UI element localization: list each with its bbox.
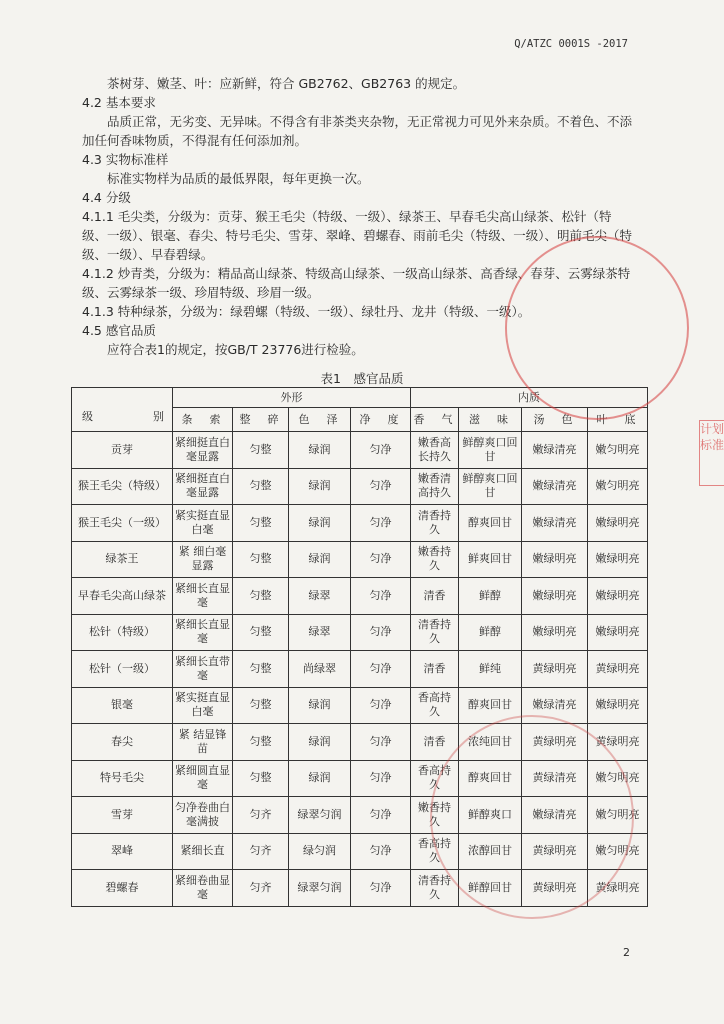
column-header: 整 碎 (233, 408, 289, 432)
table-row (72, 870, 648, 907)
table-cell: 黄绿明亮 (522, 833, 588, 870)
column-header: 色 泽 (289, 408, 351, 432)
body-text (82, 74, 632, 359)
table-row (72, 760, 648, 797)
table-cell: 匀整 (233, 432, 289, 469)
table-cell: 匀净 (351, 870, 411, 907)
table-cell: 绿翠 (289, 614, 351, 651)
table-cell: 浓醇回甘 (459, 833, 522, 870)
table-cell: 紧细挺直白毫显露 (173, 432, 233, 469)
table-cell: 紧细卷曲显毫 (173, 870, 233, 907)
table-cell: 清香 (411, 724, 459, 761)
table-cell: 紧细长直显毫 (173, 578, 233, 615)
table-cell: 嫩匀明亮 (588, 432, 648, 469)
table-cell: 匀整 (233, 760, 289, 797)
paragraph-raw-material: 茶树芽、嫩茎、叶：应新鲜，符合 GB2762、GB2763 的规定。 (107, 76, 466, 91)
column-header: 汤 色 (522, 408, 588, 432)
table-cell: 紧细长直显毫 (173, 614, 233, 651)
table-cell: 匀净 (351, 833, 411, 870)
table-cell: 清香 (411, 578, 459, 615)
table-cell: 匀整 (233, 687, 289, 724)
table-cell: 嫩绿明亮 (588, 578, 648, 615)
table-cell: 绿润 (289, 468, 351, 505)
table-cell: 黄绿明亮 (522, 724, 588, 761)
grade-cell: 银毫 (72, 687, 173, 724)
table-cell: 匀齐 (233, 797, 289, 834)
edge-seal: 计划 标准 (699, 420, 724, 486)
grade-cell: 翠峰 (72, 833, 173, 870)
grade-cell: 雪芽 (72, 797, 173, 834)
table-cell: 嫩绿清亮 (522, 797, 588, 834)
table-cell: 香高持久 (411, 760, 459, 797)
paragraph-sensory-ref: 应符合表1的规定，按GB/T 23776进行检验。 (107, 342, 364, 357)
table-cell: 匀整 (233, 505, 289, 542)
table-cell: 醇爽回甘 (459, 687, 522, 724)
grade-cell: 绿茶王 (72, 541, 173, 578)
table-cell: 鲜醇爽口回甘 (459, 432, 522, 469)
table-cell: 嫩香持久 (411, 797, 459, 834)
page-number: 2 (623, 946, 630, 959)
table-cell: 匀整 (233, 578, 289, 615)
table-cell: 黄绿明亮 (522, 651, 588, 688)
table-cell: 嫩绿明亮 (588, 541, 648, 578)
grade-header-char-2: 别 (153, 410, 164, 423)
table-cell: 匀整 (233, 468, 289, 505)
table-cell: 匀整 (233, 614, 289, 651)
table-cell: 黄绿明亮 (588, 651, 648, 688)
table-row (72, 651, 648, 688)
group-header-appearance: 外形 (173, 388, 411, 408)
table-cell: 匀净 (351, 578, 411, 615)
table-title: 表1 感官品质 (320, 371, 404, 386)
table-cell: 紧细圆直显毫 (173, 760, 233, 797)
table-cell: 嫩绿明亮 (588, 505, 648, 542)
table-cell: 清香持久 (411, 614, 459, 651)
table-cell: 匀净 (351, 760, 411, 797)
column-header: 条 索 (173, 408, 233, 432)
grade-cell: 特号毛尖 (72, 760, 173, 797)
table-cell: 绿润 (289, 505, 351, 542)
table-cell: 匀净 (351, 432, 411, 469)
paragraph-basic-requirements: 品质正常，无劣变、无异味。不得含有非茶类夹杂物，无正常视力可见外来杂质。不着色、不添加任何香味物质，不得混有任何添加剂。 (82, 114, 633, 148)
table-cell: 匀净 (351, 541, 411, 578)
grade-header (72, 388, 173, 432)
table-cell: 匀净 (351, 724, 411, 761)
table-cell: 匀净 (351, 651, 411, 688)
table-cell: 鲜醇爽口回甘 (459, 468, 522, 505)
table-cell: 鲜爽回甘 (459, 541, 522, 578)
grade-cell: 春尖 (72, 724, 173, 761)
table-cell: 清香 (411, 651, 459, 688)
table-cell: 鲜醇 (459, 578, 522, 615)
table-cell: 鲜纯 (459, 651, 522, 688)
table-cell: 黄绿清亮 (522, 760, 588, 797)
table-cell: 绿润 (289, 724, 351, 761)
column-header: 净 度 (351, 408, 411, 432)
grade-cell: 碧螺春 (72, 870, 173, 907)
table-cell: 嫩绿清亮 (522, 505, 588, 542)
table-cell: 紧实挺直显白毫 (173, 505, 233, 542)
table-cell: 嫩香高长持久 (411, 432, 459, 469)
table-row (72, 724, 648, 761)
grade-cell: 早春毛尖高山绿茶 (72, 578, 173, 615)
table-cell: 香高持久 (411, 833, 459, 870)
table-cell: 鲜醇爽口 (459, 797, 522, 834)
table-cell: 黄绿明亮 (588, 724, 648, 761)
table-row (72, 505, 648, 542)
table-cell: 浓纯回甘 (459, 724, 522, 761)
table-cell: 嫩匀明亮 (588, 797, 648, 834)
paragraph-4-1-1: 4.1.1 毛尖类，分级为：贡芽、猴王毛尖（特级、一级）、绿茶王、早春毛尖高山绿茶、松针（特级、一级）、银毫、春尖、特号毛尖、雪芽、翠峰、碧螺春、雨前毛尖（特级、一级）、明前毛尖（特级、一级）、早春碧绿。 (82, 209, 633, 262)
grade-header-char-1: 级 (82, 410, 93, 423)
table-cell: 紧细长直带毫 (173, 651, 233, 688)
table-cell: 绿润 (289, 541, 351, 578)
table-cell: 匀净 (351, 468, 411, 505)
column-header: 滋 味 (459, 408, 522, 432)
table-cell: 匀净 (351, 687, 411, 724)
table-row (72, 541, 648, 578)
table-cell: 紧 细白毫显露 (173, 541, 233, 578)
table-cell: 绿润 (289, 760, 351, 797)
table-cell: 嫩绿清亮 (522, 432, 588, 469)
table-cell: 醇爽回甘 (459, 760, 522, 797)
table-cell: 匀整 (233, 651, 289, 688)
table-cell: 绿润 (289, 687, 351, 724)
table-cell: 清香持久 (411, 505, 459, 542)
table-row (72, 468, 648, 505)
table-row (72, 432, 648, 469)
table-cell: 紧实挺直显白毫 (173, 687, 233, 724)
table-cell: 嫩匀明亮 (588, 833, 648, 870)
table-cell: 嫩绿明亮 (522, 578, 588, 615)
heading-4-3: 4.3 实物标准样 (82, 152, 169, 167)
standard-code: Q/ATZC 0001S -2017 (514, 38, 628, 50)
table-cell: 绿翠匀润 (289, 797, 351, 834)
table-row (72, 833, 648, 870)
table-cell: 嫩匀明亮 (588, 760, 648, 797)
table-cell: 清香持久 (411, 870, 459, 907)
sensory-quality-table (71, 387, 648, 907)
table-cell: 匀齐 (233, 833, 289, 870)
column-header: 香 气 (411, 408, 459, 432)
table-cell: 嫩匀明亮 (588, 468, 648, 505)
table-row (72, 578, 648, 615)
table-cell: 黄绿明亮 (522, 870, 588, 907)
table-row (72, 797, 648, 834)
grade-cell: 松针（一级） (72, 651, 173, 688)
paragraph-standard-sample: 标准实物样为品质的最低界限，每年更换一次。 (107, 171, 370, 186)
table-cell: 匀整 (233, 724, 289, 761)
table-cell: 绿翠 (289, 578, 351, 615)
table-cell: 紧细长直 (173, 833, 233, 870)
grade-cell: 猴王毛尖（特级） (72, 468, 173, 505)
heading-4-5: 4.5 感官品质 (82, 323, 156, 338)
table-cell: 黄绿明亮 (588, 870, 648, 907)
table-cell: 紧细挺直白毫显露 (173, 468, 233, 505)
heading-4-2: 4.2 基本要求 (82, 95, 156, 110)
paragraph-4-1-2: 4.1.2 炒青类，分级为：精品高山绿茶、特级高山绿茶、一级高山绿茶、高香绿、春芽、云雾绿茶特级、云雾绿茶一级、珍眉特级、珍眉一级。 (82, 266, 631, 300)
table-cell: 嫩绿清亮 (522, 468, 588, 505)
table-cell: 嫩香持久 (411, 541, 459, 578)
table-cell: 绿润 (289, 432, 351, 469)
grade-cell: 贡芽 (72, 432, 173, 469)
table-row (72, 687, 648, 724)
table-cell: 匀净 (351, 614, 411, 651)
table-cell: 鲜醇 (459, 614, 522, 651)
table-cell: 嫩香清高持久 (411, 468, 459, 505)
grade-cell: 松针（特级） (72, 614, 173, 651)
table-row (72, 614, 648, 651)
table-cell: 匀净 (351, 797, 411, 834)
table-cell: 匀净卷曲白毫满披 (173, 797, 233, 834)
paragraph-4-1-3: 4.1.3 特种绿茶，分级为：绿碧螺（特级、一级）、绿牡丹、龙井（特级、一级）。 (82, 304, 531, 319)
table-cell: 匀净 (351, 505, 411, 542)
table-cell: 嫩绿明亮 (588, 614, 648, 651)
column-header: 叶 底 (588, 408, 648, 432)
group-header-internal: 内质 (411, 388, 648, 408)
table-cell: 香高持久 (411, 687, 459, 724)
table-cell: 匀整 (233, 541, 289, 578)
table-cell: 绿翠匀润 (289, 870, 351, 907)
table-cell: 嫩绿明亮 (522, 541, 588, 578)
table-cell: 嫩绿清亮 (522, 687, 588, 724)
table-cell: 醇爽回甘 (459, 505, 522, 542)
table-cell: 嫩绿明亮 (522, 614, 588, 651)
heading-4-4: 4.4 分级 (82, 190, 131, 205)
table-cell: 鲜醇回甘 (459, 870, 522, 907)
table-cell: 绿匀润 (289, 833, 351, 870)
table-cell: 匀齐 (233, 870, 289, 907)
table-cell: 尚绿翠 (289, 651, 351, 688)
table-cell: 紧 结显锋苗 (173, 724, 233, 761)
grade-cell: 猴王毛尖（一级） (72, 505, 173, 542)
table-cell: 嫩绿明亮 (588, 687, 648, 724)
